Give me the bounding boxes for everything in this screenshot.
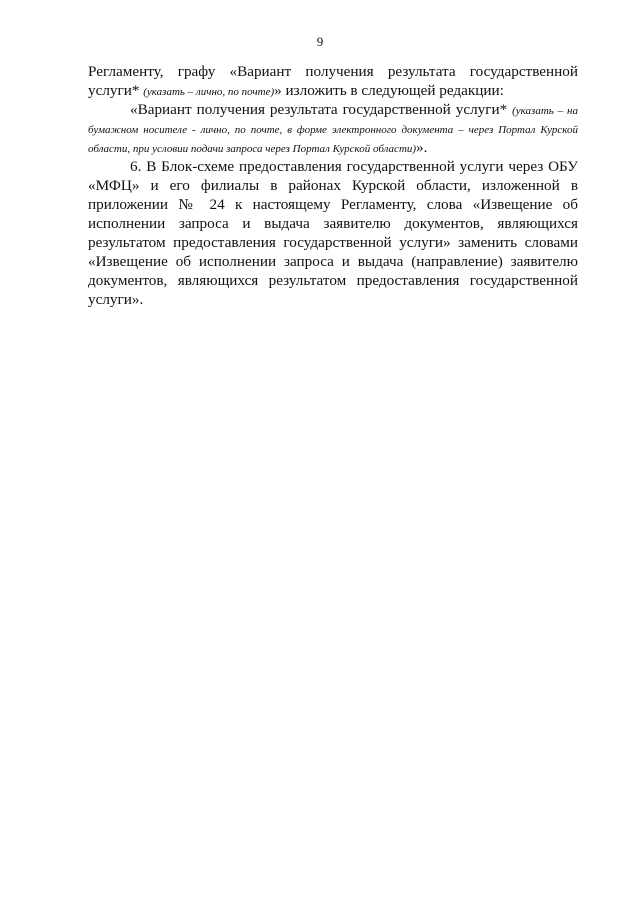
paragraph-1-text-end: » изложить в следующей редакции:: [274, 82, 504, 99]
paragraph-2-note: (указать – на бумажном носителе - лично, по почте, в форме электронного документа – через Портал Курской области, при условии подачи запроса через Портал Курской области): [88, 105, 578, 155]
paragraph-2-text-start: «Вариант получения результата государственной услуги*: [130, 101, 513, 118]
paragraph-1: [88, 62, 578, 100]
document-body: [88, 62, 578, 309]
paragraph-1-text-start: Регламенту, графу «Вариант получения результата государственной услуги*: [88, 63, 578, 99]
paragraph-1-note: (указать – лично, по почте): [143, 86, 275, 98]
page-number: 9: [316, 34, 324, 49]
paragraph-2-text-end: ».: [416, 139, 428, 156]
paragraph-3: 6. В Блок-схеме предоставления государственной услуги через ОБУ «МФЦ» и его филиалы в районах Курской области, изложенной в приложении № 24 к настоящему Регламенту, слова «Извещение об исполнении запроса и выдача заявителю документов, являющихся результатом предоставления государственной услуги» заменить словами «Извещение об исполнении запроса и выдача (направление) заявителю документов, являющихся результатом предоставления государственной услуги».: [88, 158, 578, 308]
paragraph-2: [88, 100, 578, 157]
